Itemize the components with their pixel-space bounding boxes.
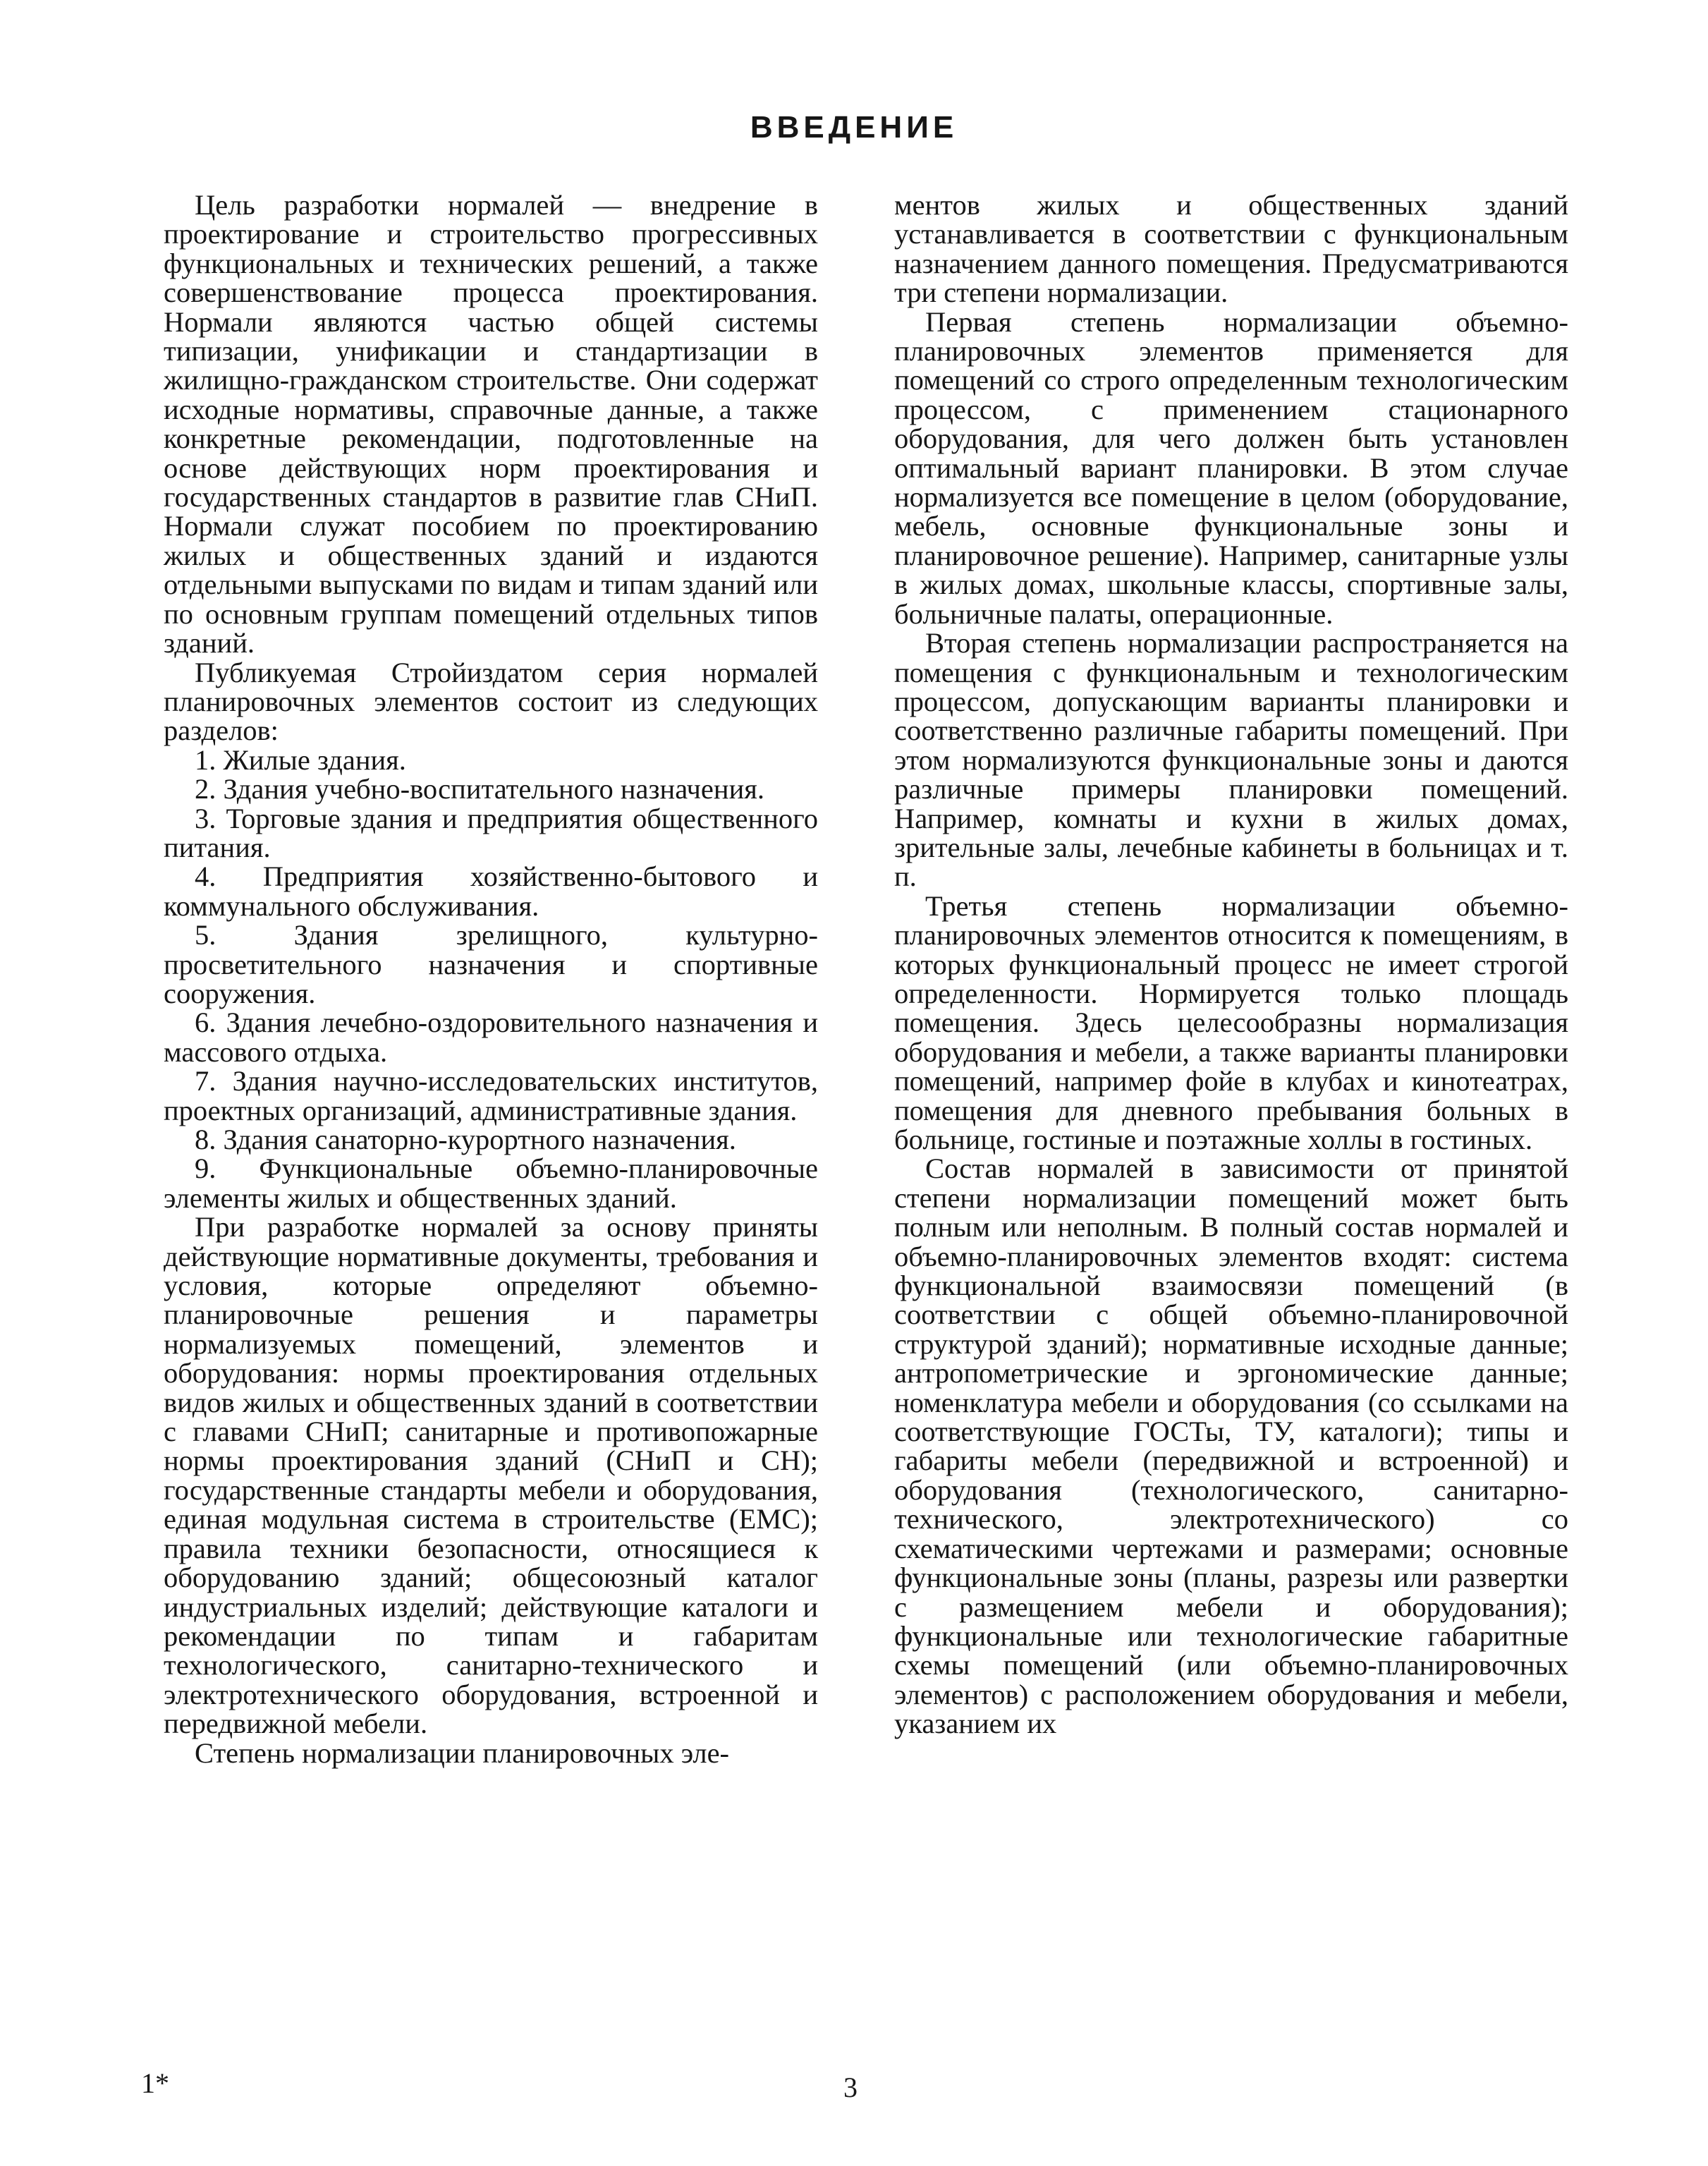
page-number: 3 xyxy=(843,2071,858,2103)
paragraph-series: Публикуемая Стройиздатом серия нормалей планировочных элементов состоит из следующих разделов: xyxy=(164,656,818,747)
list-item: 9. Функциональные объемно-планировочные элементы жилых и общественных зданий. xyxy=(164,1152,818,1214)
paragraph-second-degree: Вторая степень нормализации распространяется на помещения с функциональным и технологическим процессом, допускающим варианты планировки и соответственно различные габариты помещений. При этом нормализуются функциональные зоны и даются различные примеры планировки помещений. Например, комнаты и кухни в жилых домах, зрительные залы, лечебные кабинеты в больницах и т. п. xyxy=(894,627,1568,893)
signature-mark: 1* xyxy=(141,2067,169,2099)
paragraph-basis: При разработке нормалей за основу приняты действующие нормативные документы, требования и условия, которые определяют объемно-планировочные решения и параметры нормализуемых помещений, элементов и оборудования: нормы проектирования отдельных видов жилых и общественных зданий в соответствии с главами СНиП; санитарные и противопожарные нормы проектирования зданий (СНиП и СН); государственные стандарты мебели и оборудования, единая модульная система в строительстве (ЕМС); правила техники безопасности, относящиеся к оборудованию зданий; общесоюзный каталог индустриальных изделий; действующие каталоги и рекомендации по типам и габаритам технологического, санитарно-технического и электротехнического оборудования, встроенной и передвижной мебели. xyxy=(164,1211,818,1740)
paragraph-degree-start: Степень нормализации планировочных эле- xyxy=(195,1736,730,1769)
paragraph-third-degree: Третья степень нормализации объемно-планировочных элементов относится к помещениям, в которых функциональный процесс не имеет строгой определенности. Нормируется только площадь помещения. Здесь целесообразны нормализация оборудования и мебели, а также варианты планировки помещений, например фойе в клубах и кинотеатрах, помещения для дневного пребывания больных в больнице, гостиные и поэтажные холлы в гостиных. xyxy=(894,889,1568,1155)
list-item: 1. Жилые здания. xyxy=(195,743,406,776)
list-item: 5. Здания зрелищного, культурно-просветительного назначения и спортивные сооружения. xyxy=(164,919,818,1009)
list-item: 4. Предприятия хозяйственно-бытового и коммунального обслуживания. xyxy=(164,860,818,922)
paragraph-degree-cont: ментов жилых и общественных зданий устанавливается в соответствии с функциональным назначением данного помещения. Предусматриваются три степени нормализации. xyxy=(894,189,1568,309)
list-item: 2. Здания учебно-воспитательного назначения. xyxy=(195,773,765,805)
list-item: 7. Здания научно-исследовательских институтов, проектных организаций, административные здания. xyxy=(164,1065,818,1126)
paragraph-first-degree: Первая степень нормализации объемно-планировочных элементов применяется для помещений со строго определенным технологическим процессом, с применением стационарного оборудования, для чего должен быть установлен оптимальный вариант планировки. В этом случае нормализуется все помещение в целом (оборудование, мебель, основные функциональные зоны и планировочное решение). Например, санитарные узлы в жилых домах, школьные классы, спортивные залы, больничные палаты, операционные. xyxy=(894,305,1568,630)
right-column xyxy=(894,190,1568,1739)
list-item: 8. Здания санаторно-курортного назначения. xyxy=(195,1124,736,1155)
left-column xyxy=(164,190,818,1768)
paragraph-composition: Состав нормалей в зависимости от принятой степени нормализации помещений может быть полным или неполным. В полный состав нормалей и объемно-планировочных элементов входят: система функциональной взаимосвязи помещений (в соответствии с общей объемно-планировочной структурой зданий); нормативные исходные данные; антропометрические и эргономические данные; номенклатура мебели и оборудования (со ссылками на соответствующие ГОСТы, ТУ, каталоги); типы и габариты мебели (передвижной и встроенной) и оборудования (технологического, санитарно-технического, электротехнического) со схематическими чертежами и размерами; основные функциональные зоны (планы, разрезы или развертки с размещением мебели и оборудования); функциональные или технологические габаритные схемы помещений (или объемно-планировочных элементов) с расположением оборудования и мебели, указанием их xyxy=(894,1152,1568,1740)
list-item: 6. Здания лечебно-оздоровительного назначения и массового отдыха. xyxy=(164,1006,818,1068)
list-item: 3. Торговые здания и предприятия общественного питания. xyxy=(164,802,818,863)
page-title: ВВЕДЕНИЕ xyxy=(750,110,958,145)
paragraph-intro: Цель разработки нормалей — внедрение в проектирование и строительство прогрессивных функциональных и технических решений, а также совершенствование процесса проектирования. Нормали являются частью общей системы типизации, унификации и стандартизации в жилищно-гражданском строительстве. Они содержат исходные нормативы, справочные данные, а также конкретные рекомендации, подготовленные на основе действующих норм проектирования и государственных стандартов в развитие глав СНиП. Нормали служат пособием по проектированию жилых и общественных зданий и издаются отдельными выпусками по видам и типам зданий или по основным группам помещений отдельных типов зданий. xyxy=(164,189,818,659)
